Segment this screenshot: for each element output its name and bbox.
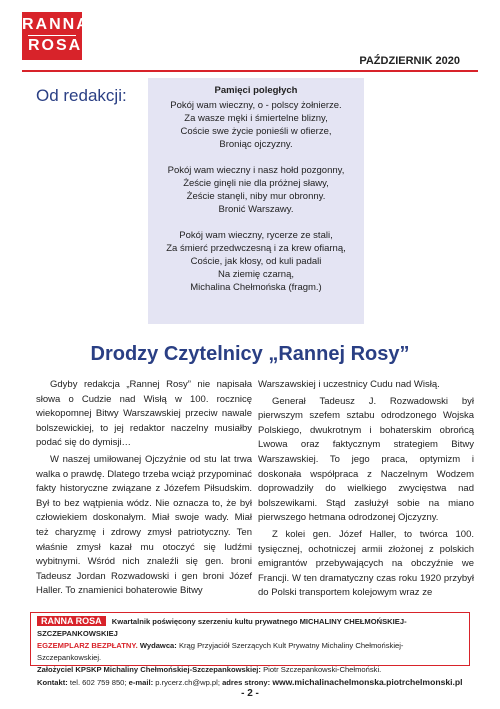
imprint-line-1 [37,615,463,640]
poem-line: Broniąc ojczyzny. [219,139,293,150]
logo-line-1: RANNA [22,16,90,33]
poem-line: Bronić Warszawy. [218,204,294,215]
article-title: Drodzy Czytelnicy „Rannej Rosy” [90,343,410,365]
founder-text: Piotr Szczepankowski-Chełmoński. [263,665,382,674]
website-link[interactable]: www.michalinachelmonska.piotrchelmonski.pl [272,677,463,687]
free-copy-label: EGZEMPLARZ BEZPŁATNY. [37,641,138,650]
article-column-right [258,378,474,601]
article-column-left [36,378,252,599]
email-link[interactable]: p.rycerz.ch@wp.pl; [155,678,220,687]
imprint-line-2 [37,640,463,664]
header-rule [22,70,478,72]
poem-line: Pokój wam wieczny i nasz hołd pozgonny, [167,165,345,176]
issue-date: PAŹDZIERNIK 2020 [359,55,460,67]
logo-line-2: ROSA [28,37,83,54]
imprint-line-3 [37,664,463,676]
paragraph: Z kolei gen. Józef Haller, to twórca 100. tysięcznej, ochotniczej armii złożonej z polskich emigrantów przebywających na obczyźnie we Francji. W ten dramatyczny czas roku 1920 przybył do Polski transportem kolejowym wraz ze [258,528,474,599]
poem-attribution: Michalina Chełmońska (fragm.) [190,282,322,293]
logo [22,12,90,60]
footer-logo: RANNA ROSA [37,616,106,626]
publisher-text: Krąg Przyjaciół Szerzących Kult Prywatny Michaliny Chełmońskiej-Szczepankowskiej. [37,641,404,662]
poem-line: Żeście ginęli nie dla próżnej sławy, [183,178,329,189]
poem-box [148,78,364,324]
website-label: adres strony: [222,678,271,687]
poem-line: Pokój wam wieczny, rycerze ze stali, [179,230,333,241]
paragraph: Generał Tadeusz J. Rozwadowski był pierwszym szefem sztabu odrodzonego Wojska Polskiego, dwukrotnym i bohaterskim obrońcą Lwowa oraz faktycznym strategiem Bitwy Warszawskiej. To jego praca, optymizm i doskonała współpraca z Naczelnym Wodzem doprowadziły do wielkiego zwycięstwa nad bolszewikami. Stąd zasłużył sobie na miano pierwszego hetmana odrodzonej Ojczyzny. [258,395,474,524]
email-label: e-mail: [128,678,154,687]
poem-line: Na ziemię czarną, [217,269,295,280]
contact-phone: tel. 602 759 850; [69,678,127,687]
paragraph: W naszej umiłowanej Ojczyźnie od stu lat trwa walka o prawdę. Dlatego trzeba wciąż przypominać fakty historyczne związane z Józefem Piłsudskim. Był to bez wątpienia wódz. Nie oznacza to, że był człowiekiem doskonałym. Miał swoje wady. Miał też charyzmę i zdrowy zmysł patriotyczny. Ten właśnie zmysł kazał mu otoczyć się ludźmi wybitnymi. Wśród nich znaleźli się gen. broni Tadeusz Jordan Rozwadowski i gen broni Józef Haller. To znamienici bohaterowie Bitwy [36,453,252,597]
publisher-label: Wydawca: [139,641,177,650]
imprint-box [30,612,470,687]
paragraph: Warszawskiej i uczestnicy Cudu nad Wisłą. [258,379,440,390]
founder-label: Założyciel KPSKP Michaliny Chełmońskiej-Szczepankowskiej: [37,665,261,674]
footer-description: Kwartalnik poświęcony szerzeniu kultu prywatnego MICHALINY CHEŁMOŃSKIEJ-SZCZEPANKOWSKIEJ [37,617,407,638]
poem-line: Coście swe życie ponieśli w ofierze, [180,126,332,137]
poem-line: Za wasze męki i śmiertelne blizny, [184,113,328,124]
poem-line: Za śmierć przedwczesną i za krew ofiarną, [166,243,346,254]
paragraph: Gdyby redakcja „Rannej Rosy” nie napisała słowa o Cudzie nad Wisłą w 100. rocznicę wiekopomnej Bitwy Warszawskiej przeciw nawale bolszewickiej, to jej redaktor naczelny musiałby podać się do dymisji… [36,379,252,449]
poem-line: Pokój wam wieczny, o - polscy żołnierze. [170,100,342,111]
poem-line: Coście, jak kłosy, od kuli padali [190,256,322,267]
poem-title: Pamięci poległych [214,85,298,96]
contact-label: Kontakt: [37,678,68,687]
page-number: - 2 - [241,688,259,699]
section-label: Od redakcji: [36,86,127,105]
poem-line: Żeście stanęli, niby mur obronny. [186,191,326,202]
